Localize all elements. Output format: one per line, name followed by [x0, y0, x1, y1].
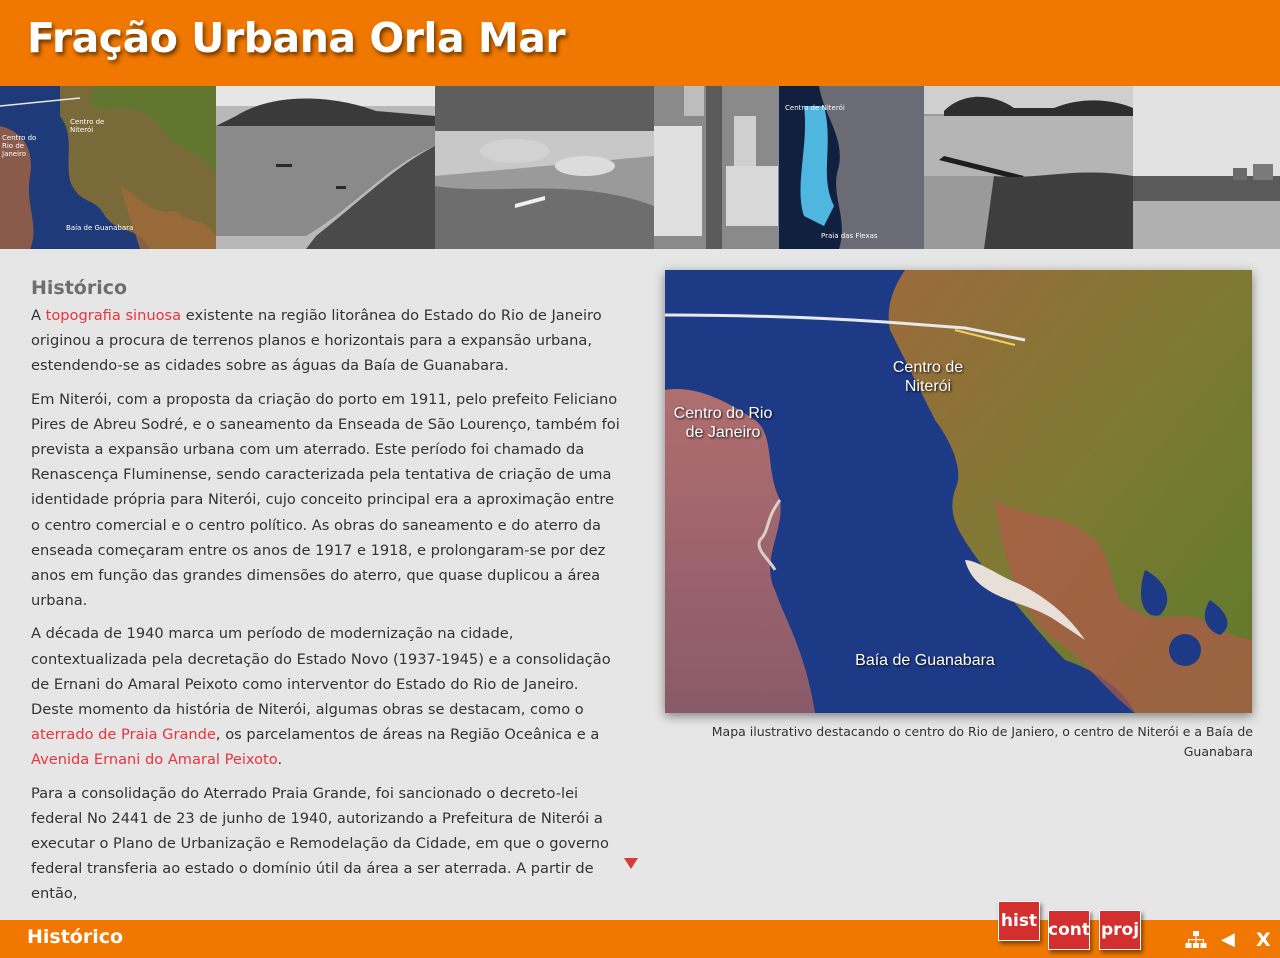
satellite-map-image	[665, 270, 1252, 713]
link-avenida-ernani[interactable]: Avenida Ernani do Amaral Peixoto	[31, 751, 278, 769]
map-label-niteroi: Centro de Niterói	[892, 359, 964, 395]
map-caption: Mapa ilustrativo destacando o centro do Rio de Janiero, o centro de Niterói e a Baía de Guanabara	[711, 724, 1253, 759]
satellite-map	[665, 270, 1252, 713]
photo-strip	[0, 86, 1280, 249]
section-heading: Histórico	[31, 277, 128, 299]
jetty-photo	[924, 86, 1133, 249]
strip-label-bay: Baía de Guanabara	[66, 224, 134, 232]
paragraph-3: A década de 1940 marca um período de modernização na cidade, contextualizada pela decretação do Estado Novo (1937-1945) e a consolidação de Ernani do Amaral Peixoto como interventor do Estado do Rio de Janeiro. Deste momento da história de Niterói, algumas obras se destacam, como o aterrado de Praia Grande, os parcelamentos de áreas na Região Oceânica e a Avenida Ernani do Amaral Peixoto.	[31, 625, 611, 769]
paragraph-2: Em Niterói, com a proposta da criação do porto em 1911, pelo prefeito Feliciano Pires de Abreu Sodré, e o saneamento da Enseada de São Lourenço, também foi prevista a expansão urbana com um aterrado. Este período foi chamado da Renascença Fluminense, sendo caracterizada pela tentativa de criação de uma identidade própria para Niterói, cujo conceito principal era a aproximação entre o centro comercial e o centro político. As obras do saneamento e do aterro da enseada começaram entre os anos de 1917 e 1918, e prolongaram-se por dez anos em função das grandes dimensões do aterro, que quase duplicou a área urbana.	[31, 390, 620, 610]
down-triangle-icon[interactable]	[624, 858, 638, 869]
back-arrow-icon[interactable]: ◀	[1221, 929, 1235, 950]
aerial-harbor-photo	[216, 86, 435, 249]
link-topografia-sinuosa[interactable]: topografia sinuosa	[45, 307, 182, 324]
aerial-landfill-photo	[435, 86, 654, 249]
nav-cont-button[interactable]: cont	[1048, 910, 1090, 950]
main-text	[31, 276, 621, 915]
highlight-map-thumb	[779, 86, 924, 249]
paragraph-4: Para a consolidação do Aterrado Praia Grande, foi sancionado o decreto-lei federal No 2441 de 23 de junho de 1940, autorizando a Prefeitura de Niterói a executar o Plano de Urbanização e Remodelação da Cidade, em que o governo federal transferia ao estado o domínio útil da área a ser aterrada. A partir de então,	[31, 784, 609, 903]
waterfront-photo	[1133, 86, 1280, 249]
satellite-map-thumb	[0, 86, 216, 249]
sitemap-icon[interactable]	[1185, 930, 1207, 954]
footer-section-label: Histórico	[27, 926, 124, 948]
nav-hist-button[interactable]: hist	[998, 901, 1040, 941]
close-icon[interactable]: X	[1256, 929, 1271, 951]
strip-label-niteroi-2: Centro de Niterói	[785, 104, 845, 112]
page-title: Fração Urbana Orla Mar	[27, 14, 566, 62]
nav-proj-button[interactable]: proj	[1099, 910, 1141, 950]
link-aterrado-praia-grande[interactable]: aterrado de Praia Grande	[31, 726, 216, 744]
strip-label-flexas: Praia das Flexas	[821, 232, 878, 240]
map-label-rio: Centro do Rio de Janeiro	[673, 405, 773, 441]
paragraph-1: A topografia sinuosa existente na região litorânea do Estado do Rio de Janeiro originou a procura de terrenos planos e horizontais para a expansão urbana, estendendo-se as cidades sobre as águas da Baía de Guanabara.	[31, 307, 602, 375]
map-label-bay: Baía de Guanabara	[855, 652, 995, 669]
header-bar	[0, 0, 1280, 86]
aerial-avenue-photo	[654, 86, 779, 249]
strip-label-rio: Centro do Rio de Janeiro	[2, 134, 37, 158]
strip-label-niteroi: Centro de Niterói	[70, 118, 105, 134]
